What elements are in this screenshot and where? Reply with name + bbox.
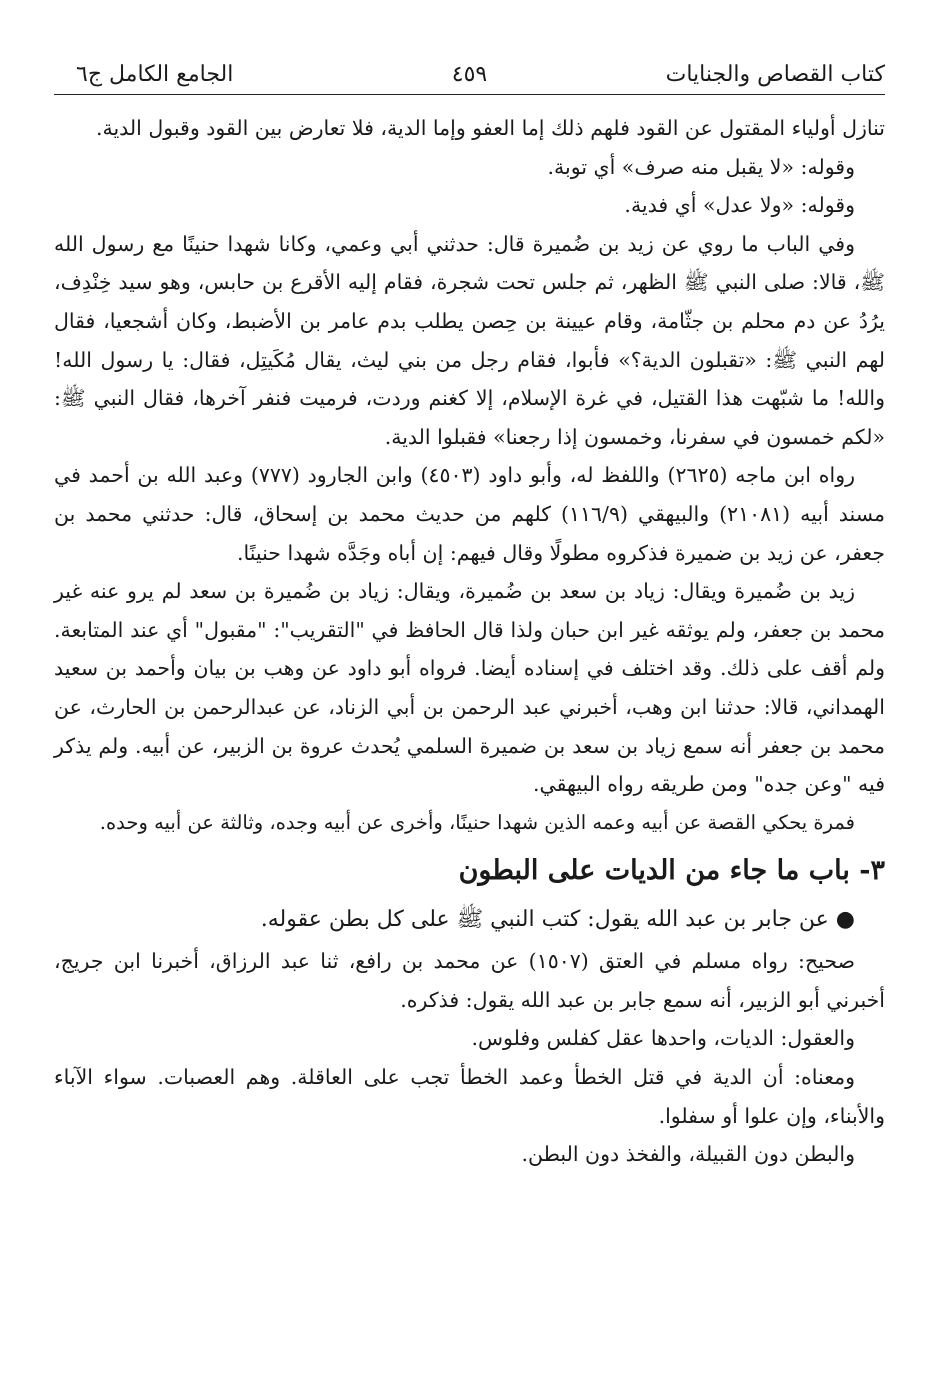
page-header xyxy=(54,50,885,95)
paragraph: والعقول: الديات، واحدها عقل كفلس وفلوس. xyxy=(471,1026,855,1051)
paragraph: وقوله: «ولا عدل» أي فدية. xyxy=(624,193,855,218)
paragraph: وقوله: «لا يقبل منه صرف» أي توبة. xyxy=(547,154,855,179)
paragraph: والبطن دون القبيلة، والفخذ دون البطن. xyxy=(521,1142,855,1167)
paragraph: زيد بن ضُميرة ويقال: زياد بن سعد بن ضُميرة، ويقال: زياد بن ضُميرة بن سعد لم يرو عنه غير محمد بن جعفر، ولم يوثقه غير ابن حبان ولذا قال الحافظ في "التقريب": "مقبول" أي عند المتابعة. ولم أقف على ذلك. وقد اختلف في إسناده أيضا. فرواه أبو داود عن وهب بن بيان وأحمد بن سعيد الهمداني، قالا: حدثنا ابن وهب، أخبرني عبد الرحمن بن أبي الزناد، عن عبدالرحمن بن الحارث، عن محمد بن جعفر أنه سمع زياد بن سعد بن ضميرة السلمي يُحدث عروة بن الزبير، عن أبيه. ولم يذكر فيه "وعن جده" ومن طريقه رواه البيهقي. xyxy=(54,579,885,797)
page-number: ٤٥٩ xyxy=(451,62,488,87)
paragraph: ومعناه: أن الدية في قتل الخطأ وعمد الخطأ تجب على العاقلة. وهم العصبات. سواء الآباء والأبناء، وإن علوا أو سفلوا. xyxy=(54,1065,885,1128)
hadith-text: ● عن جابر بن عبد الله يقول: كتب النبي ﷺ على كل بطن عقوله. xyxy=(260,907,855,933)
paragraph: تنازل أولياء المقتول عن القود فلهم ذلك إما العفو وإما الدية، فلا تعارض بين القود وقبول الدية. xyxy=(95,116,885,140)
page-body xyxy=(54,109,885,1174)
book-section-title: كتاب القصاص والجنايات xyxy=(665,62,885,87)
paragraph: فمرة يحكي القصة عن أبيه وعمه الذين شهدا حنينًا، وأخرى عن أبيه وجده، وثالثة عن أبيه وحده. xyxy=(99,810,855,834)
paragraph: وفي الباب ما روي عن زيد بن ضُميرة قال: حدثني أبي وعمي، وكانا شهدا حنينًا مع رسول الله ﷺ، قالا: صلى النبي ﷺ الظهر، ثم جلس تحت شجرة، فقام إليه الأقرع بن حابس، وهو سيد خِنْدِف، يرُدُ عن دم محلم بن جثّامة، وقام عيينة بن حِصن يطلب بدم عامر بن الأضبط، وكان أشجعيا، فقال لهم النبي ﷺ: «تقبلون الدية؟» فأبوا، فقام رجل من بني ليث، يقال مُكَيتِل، فقال: يا رسول الله! والله! ما شبّهت هذا القتيل، في غرة الإسلام، إلا كغنم وردت، فرميت فنفر آخرها، فقال النبي ﷺ: «لكم خمسون في سفرنا، وخمسون إذا رجعنا» فقبلوا الدية. xyxy=(54,231,885,449)
book-volume-title: الجامع الكامل ج٦ xyxy=(76,62,234,87)
section-heading: ٣- باب ما جاء من الديات على البطون xyxy=(458,855,885,887)
paragraph: رواه ابن ماجه (٢٦٢٥) واللفظ له، وأبو داود (٤٥٠٣) وابن الجارود (٧٧٧) وعبد الله بن أحمد في مسند أبيه (٢١٠٨١) والبيهقي (١١٦/٩) كلهم من حديث محمد بن إسحاق، قال: حدثني محمد بن جعفر، عن زيد بن ضميرة فذكروه مطولًا وقال فيهم: إن أباه وجَدَّه شهدا حنينًا. xyxy=(54,463,885,565)
paragraph: صحيح: رواه مسلم في العتق (١٥٠٧) عن محمد بن رافع، ثنا عبد الرزاق، أخبرنا ابن جريج، أخبرني أبو الزبير، أنه سمع جابر بن عبد الله يقول: فذكره. xyxy=(54,949,885,1012)
